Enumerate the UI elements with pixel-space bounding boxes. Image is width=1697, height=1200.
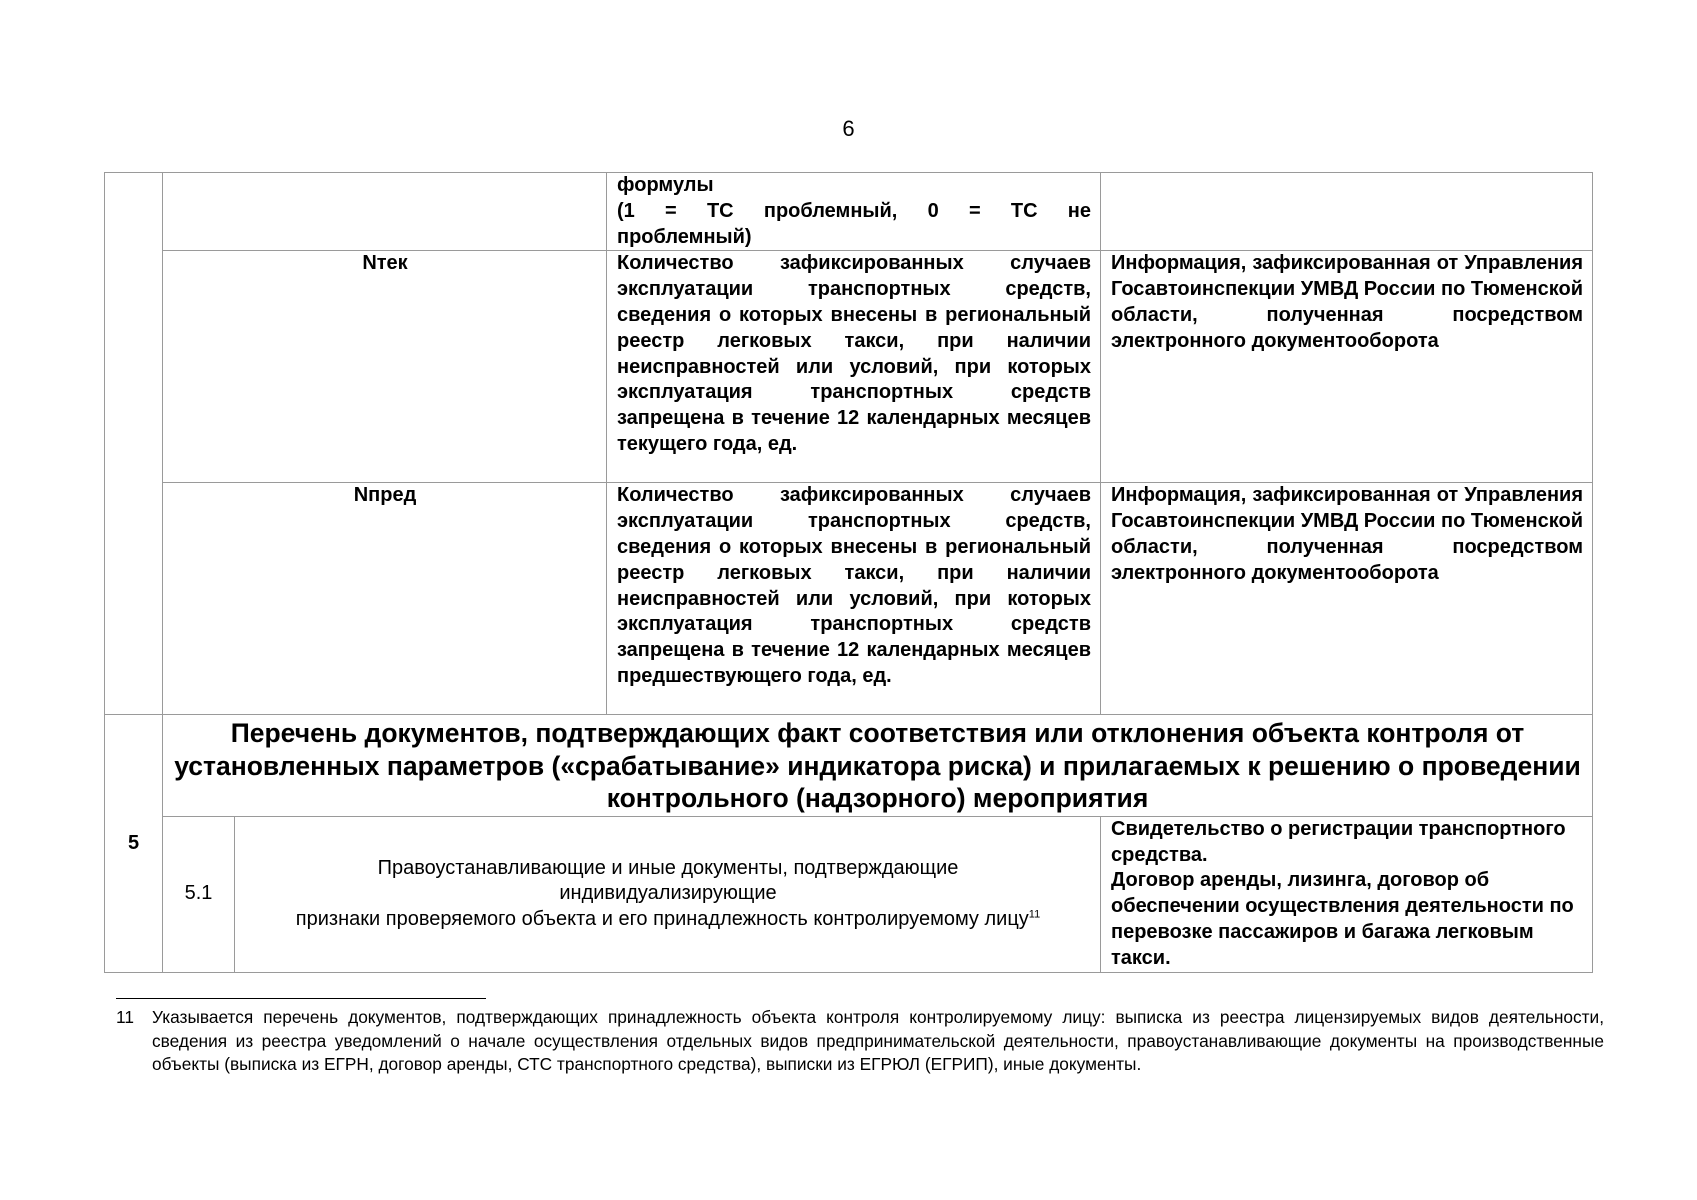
indicator-description-cell: Количество зафиксированных случаев эксплуатации транспортных средств, сведения о которых внесены в региональный реестр легковых такси, при наличии неисправностей или условий, при которых эксплуатация транспортных средств запрещена в течение 12 календарных месяцев предшествующего года, ед. <box>607 483 1101 715</box>
item-text-line: индивидуализирующие <box>559 882 777 905</box>
item-text-line-with-ref <box>245 907 1091 933</box>
description-line: формулы <box>617 174 714 196</box>
footnote-text: Указывается перечень документов, подтверждающих принадлежность объекта контроля контролируемому лицу: выписка из реестра лицензируемых видов деятельности, сведения из реестра уведомлений о начале осуществления отдельных видов предпринимательской деятельности, правоустанавливающие документы на производственные объекты (выписка из ЕГРН, договор аренды, СТС транспортного средства), выписки из ЕГРЮЛ (ЕГРИП), иные документы. <box>152 1007 1604 1074</box>
document-entry: Свидетельство о регистрации транспортного средства. <box>1111 817 1566 866</box>
indicator-source-cell <box>1101 173 1593 251</box>
footnote-divider <box>116 998 486 999</box>
table-row <box>105 715 1593 817</box>
table-row <box>105 173 1593 251</box>
item-description-cell <box>235 816 1101 972</box>
section-heading: Перечень документов, подтверждающих факт соответствия или отклонения объекта контроля от установленных параметров («срабатывание» индикатора риска) и прилагаемых к решению о проведении контрольного (надзорного) мероприятия <box>163 715 1593 817</box>
indicator-description-cell: Количество зафиксированных случаев эксплуатации транспортных средств, сведения о которых внесены в региональный реестр легковых такси, при наличии неисправностей или условий, при которых эксплуатация транспортных средств запрещена в течение 12 календарных месяцев текущего года, ед. <box>607 251 1101 483</box>
indicator-name-cell <box>163 173 607 251</box>
table-row <box>105 816 1593 972</box>
section-number-cell-empty <box>105 173 163 715</box>
table-row <box>105 251 1593 483</box>
footnote-ref[interactable]: 11 <box>1028 908 1041 921</box>
indicator-source-cell: Информация, зафиксированная от Управления Госавтоинспекции УМВД России по Тюменской области, полученная посредством электронного документооборота <box>1101 483 1593 715</box>
item-number-cell: 5.1 <box>163 816 235 972</box>
indicator-source-cell: Информация, зафиксированная от Управления Госавтоинспекции УМВД России по Тюменской области, полученная посредством электронного документооборота <box>1101 251 1593 483</box>
item-documents-cell <box>1101 816 1593 972</box>
description-line: проблемный) <box>617 225 752 248</box>
indicator-description-cell <box>607 173 1101 251</box>
indicator-name-cell-npred: Nпред <box>163 483 607 715</box>
footnote-number: 11 <box>116 1007 134 1027</box>
footnote <box>116 1006 1604 1077</box>
item-text-line: Правоустанавливающие и иные документы, подтверждающие <box>377 856 959 879</box>
section-number-cell: 5 <box>105 715 163 972</box>
page-number: 6 <box>842 116 855 141</box>
table-row <box>105 483 1593 715</box>
description-line: (1 = ТС проблемный, 0 = ТС не <box>617 199 1091 222</box>
document-entry: Договор аренды, лизинга, договор об обеспечении осуществления деятельности по перевозке пассажиров и багажа легковым такси. <box>1111 869 1574 969</box>
item-text: признаки проверяемого объекта и его принадлежность контролируемому лицу <box>295 908 1029 931</box>
risk-indicator-table <box>104 172 1593 973</box>
indicator-name-cell-ntek: Nтек <box>163 251 607 483</box>
